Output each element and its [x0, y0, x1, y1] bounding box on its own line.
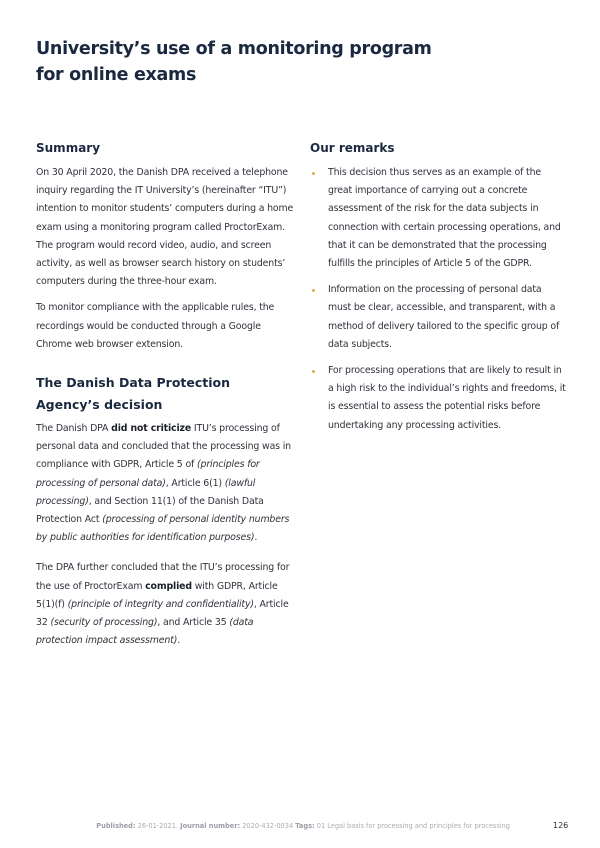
text: The DPA further concluded that the ITU’s processing for the use of ProctorExam [36, 562, 290, 592]
decision-paragraph [36, 420, 298, 547]
italic-text: (data protection impact assessment) [36, 617, 254, 647]
tags-label: Tags: [295, 822, 315, 830]
summary-paragraph: To monitor compliance with the applicable rules, the recordings would be conducted through a Google Chrome web browser extension. [36, 302, 275, 350]
page-title: University’s use of a monitoring program for online exams [36, 39, 432, 85]
published-label: Published: [96, 822, 136, 830]
bullet-icon [312, 370, 315, 373]
right-column [310, 138, 566, 443]
italic-text: (principle of integrity and confidentiality) [67, 598, 254, 610]
text: . [177, 635, 181, 647]
text: ITU’s processing of personal data and concluded that the processing was in compliance with GDPR, Article 5 of [36, 423, 291, 471]
list-item [310, 362, 566, 435]
italic-text: (processing of personal identity numbers by public authorities for identification purposes) [36, 514, 290, 544]
text: , Article 6(1) [165, 477, 225, 489]
text: , and Article 35 [157, 617, 230, 629]
list-item-text: This decision thus serves as an example of the great importance of carrying out a concrete assessment of the risk for the data subjects in connection with certain processing operations, and that it can be demonstrated that the processing fulfills the principles of Article 5 of the GDPR. [328, 167, 561, 270]
bullet-icon [312, 172, 315, 175]
text: The Danish DPA [36, 423, 112, 435]
summary-paragraph: On 30 April 2020, the Danish DPA received a telephone inquiry regarding the IT University’s (hereinafter “ITU”) intention to monitor students’ computers during a home exam using a monitoring program called ProctorExam. The program would record video, audio, and screen activity, as well as browser search history on students’ computers during the three-hour exam. [36, 167, 294, 288]
list-item [310, 281, 566, 354]
list-item [310, 164, 566, 273]
journal-number: 2020-432-0034 [242, 822, 294, 830]
emphasis-text: complied [145, 580, 192, 592]
remarks-list [310, 164, 566, 435]
decision-heading: The Danish Data Protection Agency’s decision [36, 375, 231, 413]
text: , and Section 11(1) of the Danish Data Protection Act [36, 495, 264, 526]
list-item-text: Information on the processing of personal data must be clear, accessible, and transparent, with a method of delivery tailored to the specific group of data subjects. [328, 284, 560, 350]
italic-text: (security of processing) [50, 617, 158, 629]
bullet-icon [312, 289, 315, 292]
emphasis-text: did not criticize [111, 423, 192, 435]
decision-paragraph [36, 559, 298, 650]
journal-label: Journal number: [180, 822, 241, 830]
list-item-text: For processing operations that are likely to result in a high risk to the individual’s rights and freedoms, it is essential to assess the potential risks before undertaking any processing activities. [328, 365, 566, 431]
text: . [254, 532, 258, 544]
text: with GDPR, Article 5(1)(f) [36, 580, 278, 610]
text: , Article 32 [36, 598, 289, 629]
italic-text: (lawful processing) [36, 477, 256, 507]
published-date: 26-01-2021. [137, 822, 179, 830]
left-column [36, 138, 298, 658]
tags-value: 01 Legal basis for processing and principles for processing [316, 822, 510, 830]
italic-text: (principles for processing of personal data) [36, 459, 260, 489]
footer-meta [96, 822, 510, 830]
remarks-heading: Our remarks [310, 141, 395, 155]
page-number: 126 [553, 821, 569, 830]
summary-heading: Summary [36, 141, 101, 155]
